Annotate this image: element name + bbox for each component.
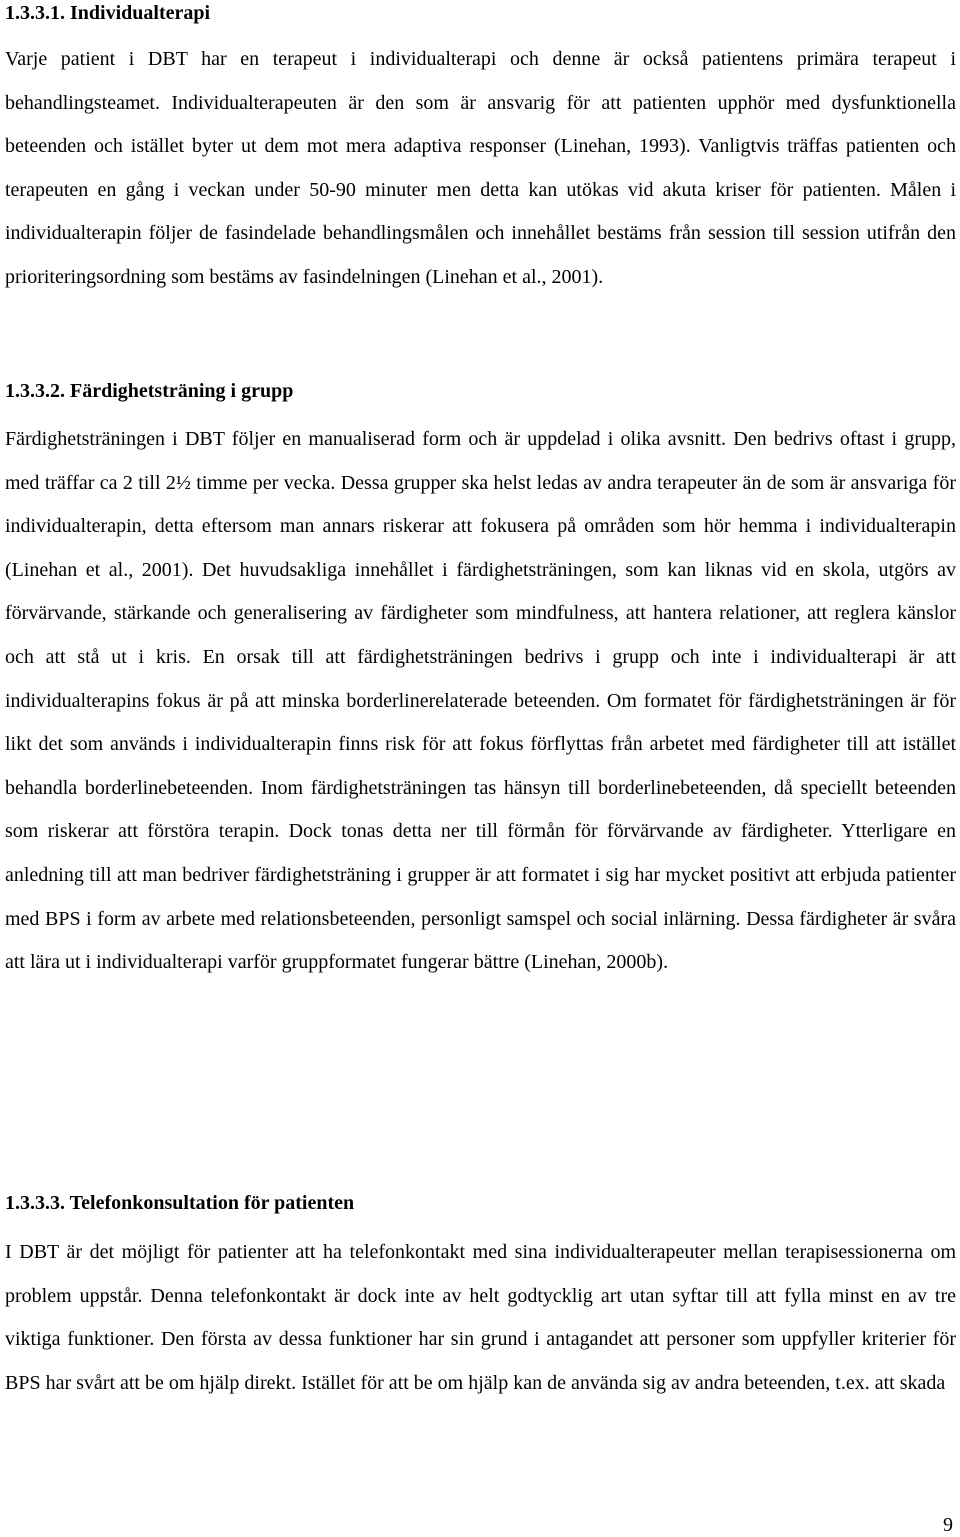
section-heading-individualterapi: 1.3.3.1. Individualterapi bbox=[5, 2, 211, 24]
section-heading-telefonkonsultation: 1.3.3.3. Telefonkonsultation för patienten bbox=[5, 1192, 355, 1214]
section-paragraph-fardighetstraning: Färdighetsträningen i DBT följer en manualiserad form och är uppdelad i olika avsnitt. Den bedrivs oftast i grupp, med träffar ca 2 till 2½ timme per vecka. Dessa grupper ska helst ledas av andra terapeuter än de som är ansvariga för individualterapin, detta eftersom man annars riskerar att fokusera på områden som hör hemma i individualterapin (Linehan et al., 2001). Det huvudsakliga innehållet i färdighetsträningen, som kan liknas vid en skola, utgörs av förvärvande, stärkande och generalisering av färdigheter som mindfulness, att hantera relationer, att reglera känslor och att stå ut i kris. En orsak till att färdighetsträningen bedrivs i grupp och inte i individualterapi är att individualterapins fokus är på att minska borderlinerelaterade beteenden. Om formatet för färdighetsträningen är för likt det som används i individualterapin finns risk för att fokus förflyttas från arbetet med färdigheter till att istället behandla borderlinebeteenden. Inom färdighetsträningen tas hänsyn till borderlinebeteenden, då speciellt beteenden som riskerar att förstöra terapin. Dock tonas detta ner till förmån för förvärvande av färdigheter. Ytterligare en anledning till att man bedriver färdighetsträning i grupper är att formatet i sig har mycket positivt att erbjuda patienter med BPS i form av arbete med relationsbeteenden, personligt samspel och social inlärning. Dessa färdigheter är svåra att lära ut i individualterapi varför gruppformatet fungerar bättre (Linehan, 2000b). bbox=[5, 428, 956, 974]
section-paragraph-individualterapi: Varje patient i DBT har en terapeut i individualterapi och denne är också patientens primära terapeut i behandlingsteamet. Individualterapeuten är den som är ansvarig för att patienten upphör med dysfunktionella beteenden och istället byter ut dem mot mera adaptiva responser (Linehan, 1993). Vanligtvis träffas patienten och terapeuten en gång i veckan under 50-90 minuter men detta kan utökas vid akuta kriser för patienten. Målen i individualterapin följer de fasindelade behandlingsmålen och innehållet bestäms från session till session utifrån den prioriteringsordning som bestäms av fasindelningen (Linehan et al., 2001). bbox=[5, 48, 956, 288]
section-heading-fardighetstraning: 1.3.3.2. Färdighetsträning i grupp bbox=[5, 380, 294, 402]
section-paragraph-telefonkonsultation: I DBT är det möjligt för patienter att ha telefonkontakt med sina individualterapeuter mellan terapisessionerna om problem uppstår. Denna telefonkontakt är dock inte av helt godtycklig art utan syftar till att fylla minst en av tre viktiga funktioner. Den första av dessa funktioner har sin grund i antagandet att personer som uppfyller kriterier för BPS har svårt att be om hjälp direkt. Istället för att be om hjälp kan de använda sig av andra beteenden, t.ex. att skada bbox=[5, 1241, 956, 1394]
page-number: 9 bbox=[943, 1514, 953, 1536]
